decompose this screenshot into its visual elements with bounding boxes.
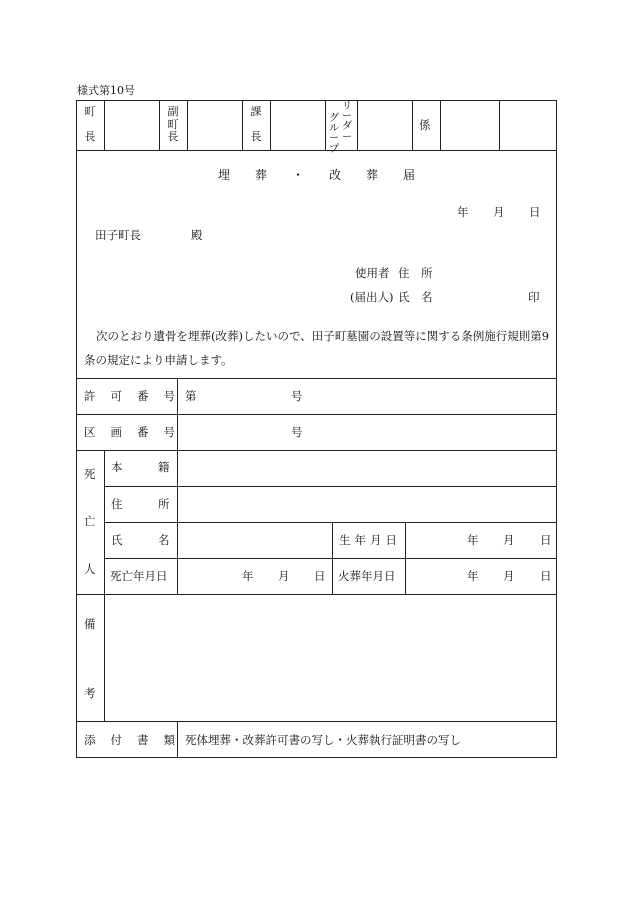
addressee-name: 田子町長 — [95, 228, 141, 242]
honseki-label-a: 本 — [111, 460, 123, 474]
approval-kakari: 係 — [419, 118, 431, 132]
body-text: 次のとおり遺骨を埋葬(改葬)したいので、田子町墓園の設置等に関する条例施行規則第9条の規定により申請します。 — [84, 329, 550, 367]
attachments-label: 添 付 書 類 — [84, 733, 175, 747]
rule-deceased-group — [104, 450, 105, 721]
rule-attach-label — [177, 721, 178, 758]
plot-suffix: 号 — [291, 425, 303, 439]
plot-label: 区 画 番 号 — [84, 425, 175, 439]
applicant-address-b: 所 — [421, 266, 433, 280]
death-date-label: 死亡年月日 — [110, 569, 168, 583]
rule-honseki-bottom — [104, 486, 557, 487]
permit-prefix: 第 — [185, 389, 197, 403]
rule-approval-v6 — [325, 100, 326, 150]
rule-remarks-bottom — [76, 721, 557, 722]
honseki-label-b: 籍 — [158, 460, 170, 474]
shimei-label-b: 名 — [158, 533, 170, 547]
remarks-label-a: 備 — [84, 617, 96, 631]
cremation-date-label: 火葬年月日 — [338, 569, 396, 583]
rule-body-bottom — [76, 378, 557, 379]
approval-fuku-cho: 副 町 長 — [167, 105, 179, 144]
rule-approval-v5 — [270, 100, 271, 150]
shimei-label-a: 氏 — [111, 533, 123, 547]
approval-group-col: グループ — [329, 113, 339, 155]
permit-label: 許 可 番 号 — [84, 389, 175, 403]
rule-approval-v3 — [187, 100, 188, 150]
rule-permit-bottom — [76, 414, 557, 415]
applicant-role: 使用者 — [355, 266, 390, 280]
birth-year: 年 — [467, 533, 479, 547]
rule-approval-v10 — [499, 100, 500, 150]
rule-approval-v7 — [357, 100, 358, 150]
rule-plot-bottom — [76, 450, 557, 451]
cremation-month: 月 — [503, 569, 515, 583]
deceased-group-3: 人 — [84, 562, 96, 576]
birth-day: 日 — [540, 533, 552, 547]
rule-approval-v2 — [159, 100, 160, 150]
death-month: 月 — [278, 569, 290, 583]
rule-approval-v4 — [242, 100, 243, 150]
jusho-label-a: 住 — [111, 497, 123, 511]
applicant-name-a: 氏 — [398, 290, 410, 304]
cremation-year: 年 — [467, 569, 479, 583]
rule-birth-left — [332, 522, 333, 594]
addressee-honorific: 殿 — [191, 228, 203, 242]
form-title: 埋 葬 ・ 改 葬 届 — [217, 168, 415, 182]
applicant-address-a: 住 — [398, 266, 410, 280]
birth-label: 生 年 月 日 — [339, 533, 397, 547]
date-day: 日 — [529, 205, 541, 219]
rule-shimei-bottom — [104, 558, 557, 559]
death-year: 年 — [242, 569, 254, 583]
applicant-seal: 印 — [528, 290, 540, 304]
applicant-name-b: 名 — [421, 290, 433, 304]
form-number: 様式第10号 — [77, 84, 135, 97]
rule-jusho-bottom — [104, 522, 557, 523]
deceased-group-1: 死 — [84, 467, 96, 481]
date-month: 月 — [493, 205, 505, 219]
rule-approval-v1 — [104, 100, 105, 150]
approval-leader-col: リーダー — [342, 101, 352, 143]
rule-label-column — [177, 378, 178, 594]
approval-kacho: 課 長 — [250, 105, 262, 143]
applicant-note: (届出人) — [350, 290, 394, 304]
permit-suffix: 号 — [291, 389, 303, 403]
rule-approval-bottom — [76, 150, 557, 151]
deceased-group-2: 亡 — [84, 514, 96, 528]
remarks-label-b: 考 — [84, 686, 96, 700]
birth-month: 月 — [503, 533, 515, 547]
cremation-day: 日 — [540, 569, 552, 583]
rule-approval-v8 — [412, 100, 413, 150]
rule-birth-right — [405, 522, 406, 594]
approval-cho: 町 長 — [84, 105, 96, 143]
rule-approval-v9 — [440, 100, 441, 150]
rule-deceased-bottom — [76, 594, 557, 595]
attachments-value: 死体埋葬・改葬許可書の写し・火葬執行証明書の写し — [185, 733, 461, 747]
date-year: 年 — [457, 205, 469, 219]
death-day: 日 — [314, 569, 326, 583]
jusho-label-b: 所 — [158, 497, 170, 511]
